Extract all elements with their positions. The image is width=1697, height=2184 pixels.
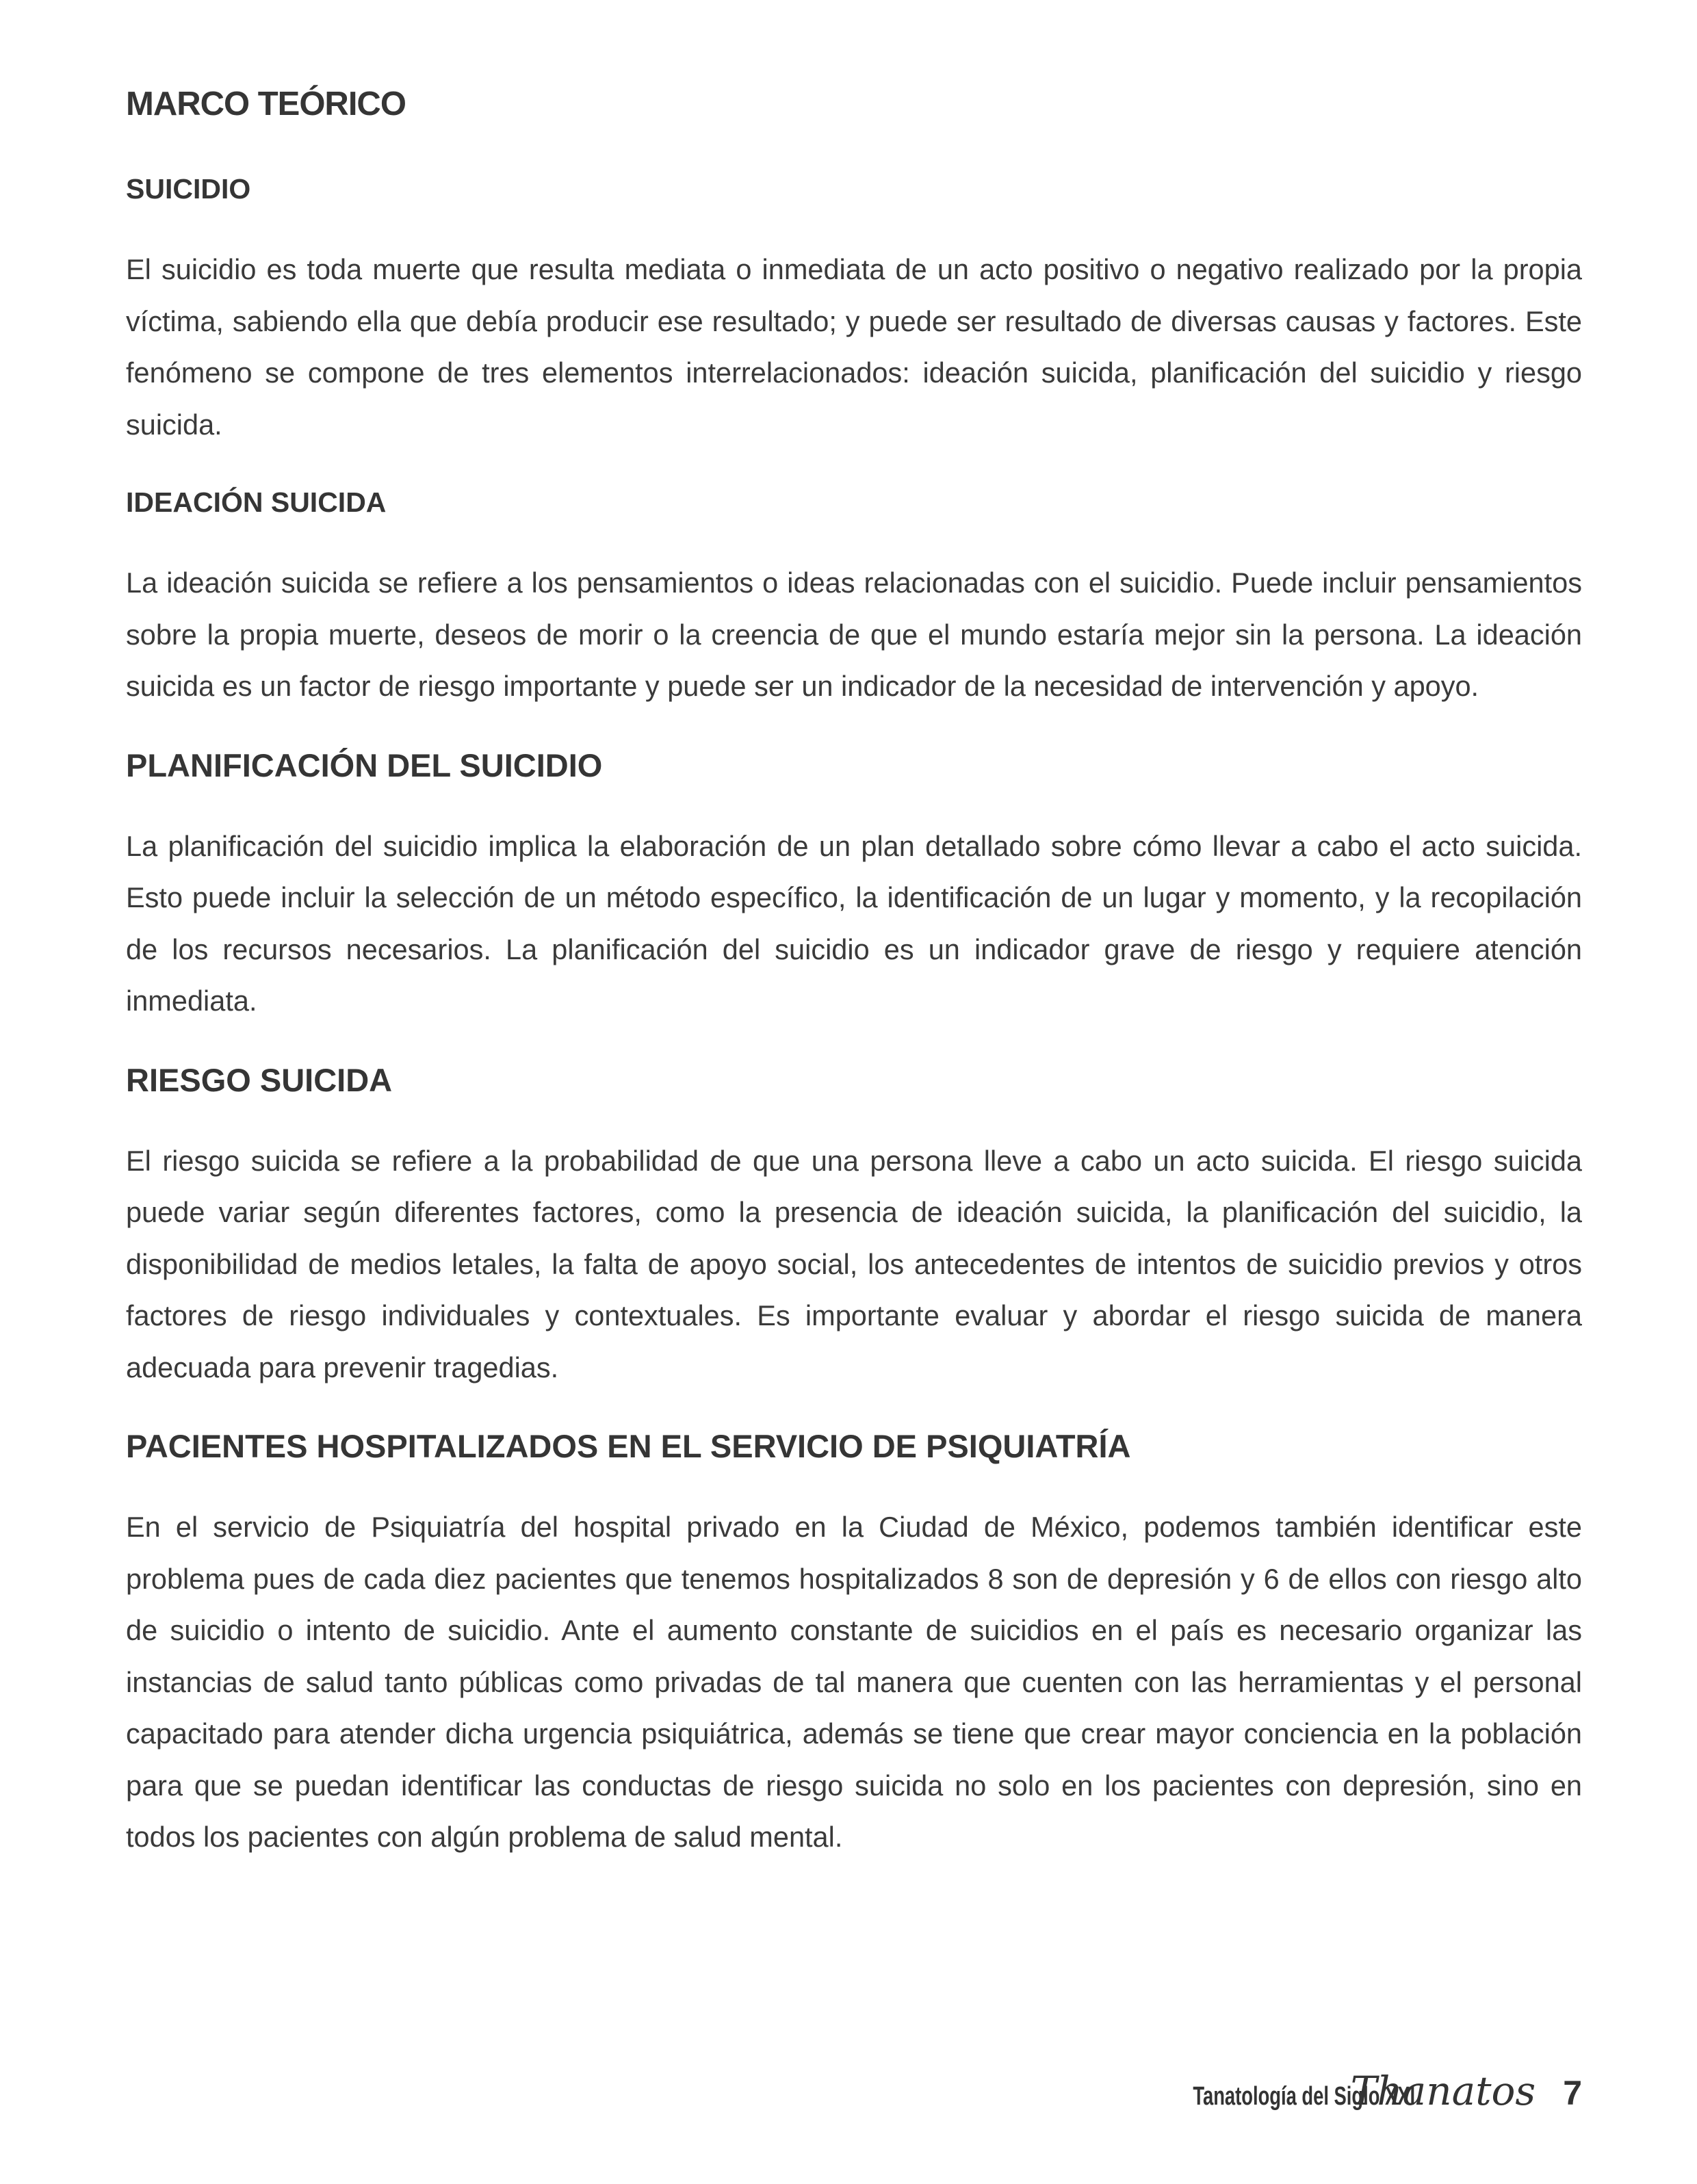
section-heading-pacientes-hospitalizados: PACIENTES HOSPITALIZADOS EN EL SERVICIO DE PSIQUIATRÍA [126, 1428, 1131, 1464]
page-number: 7 [1563, 2074, 1582, 2112]
section-paragraph-riesgo-suicida: El riesgo suicida se refiere a la probabilidad de que una persona lleve a cabo un acto suicida. El riesgo suicida puede variar según diferentes factores, como la presencia de ideación suicida, la planificación del suicidio, la disponibilidad de medios letales, la falta de apoyo social, los antecedentes de intentos de suicidio previos y otros factores de riesgo individuales y contextuales. Es importante evaluar y abordar el riesgo suicida de manera adecuada para prevenir tragedias. [126, 1144, 1582, 1383]
section-heading-riesgo-suicida: RIESGO SUICIDA [126, 1061, 393, 1098]
section-paragraph-suicidio: El suicidio es toda muerte que resulta mediata o inmediata de un acto positivo o negativo realizado por la propia víctima, sabiendo ella que debía producir ese resultado; y puede ser resultado de diversas causas y factores. Este fenómeno se compone de tres elementos interrelacionados: ideación suicida, planificación del suicidio y riesgo suicida. [126, 253, 1582, 441]
page-content [126, 81, 1582, 1896]
section-heading-planificacion: PLANIFICACIÓN DEL SUICIDIO [126, 746, 603, 783]
section-paragraph-pacientes-hospitalizados: En el servicio de Psiquiatría del hospital privado en la Ciudad de México, podemos también identificar este problema pues de cada diez pacientes que tenemos hospitalizados 8 son de depresión y 6 de ellos con riesgo alto de suicidio o intento de suicidio. Ante el aumento constante de suicidios en el país es necesario organizar las instancias de salud tanto públicas como privadas de tal manera que cuenten con las herramientas y el personal capacitado para atender dicha urgencia psiquiátrica, además se tiene que crear mayor conciencia en la población para que se puedan identificar las conductas de riesgo suicida no solo en los pacientes con depresión, sino en todos los pacientes con algún problema de salud mental. [126, 1511, 1582, 1853]
section-paragraph-ideacion-suicida: La ideación suicida se refiere a los pensamientos o ideas relacionadas con el suicidio. Puede incluir pensamientos sobre la propia muerte, deseos de morir o la creencia de que el mundo estaría mejor sin la persona. La ideación suicida es un factor de riesgo importante y puede ser un indicador de la necesidad de intervención y apoyo. [126, 567, 1582, 702]
footer-journal-name: Tanatología del Siglo XXI [1192, 2082, 1415, 2111]
section-paragraph-planificacion: La planificación del suicidio implica la elaboración de un plan detallado sobre cómo llevar a cabo el acto suicida. Esto puede incluir la selección de un método específico, la identificación de un lugar y momento, y la recopilación de los recursos necesarios. La planificación del suicidio es un indicador grave de riesgo y requiere atención inmediata. [126, 829, 1582, 1017]
section-heading-ideacion-suicida: IDEACIÓN SUICIDA [126, 486, 387, 518]
footer-brand-logo: Thanatos [1350, 2068, 1536, 2114]
page-title: MARCO TEÓRICO [126, 86, 406, 122]
page-footer [1106, 2068, 1582, 2114]
section-heading-suicidio: SUICIDIO [126, 173, 251, 205]
